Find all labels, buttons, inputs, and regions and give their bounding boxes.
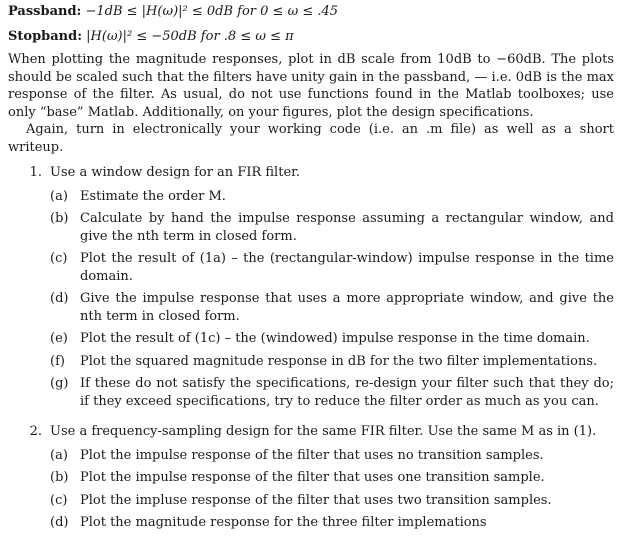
list-item	[50, 469, 614, 487]
intro-paragraph: When plotting the magnitude responses, plot in dB scale from 10dB to −60dB. The plots should be scaled such that the filters have unity gain in the passband, — i.e. 0dB is the max response of the filter. As usual, do not use functions found in the Matlab toolboxes; use only “base” Matlab. Additionally, on your figures, plot the design specifications.	[8, 52, 614, 120]
item-text: If these do not satisfy the specifications, re-design your filter such that they do; if they exceed specifications, try to reduce the filter order as much as you can.	[80, 376, 614, 409]
list-item	[50, 330, 614, 348]
item-label: (d)	[50, 515, 69, 530]
stopband-label: Stopband:	[8, 28, 83, 44]
passband-spec	[8, 2, 614, 27]
list-item	[50, 250, 614, 285]
list-item	[50, 290, 614, 325]
list-item	[50, 210, 614, 245]
question-2	[8, 423, 614, 537]
list-item	[50, 492, 614, 510]
stopband-spec	[8, 27, 614, 52]
item-text: Calculate by hand the impulse response assuming a rectangular window, and give the nth term in closed form.	[80, 211, 614, 244]
item-text: Plot the impluse response of the filter that uses two transition samples.	[80, 492, 552, 508]
item-label: (g)	[50, 376, 69, 391]
item-text: Plot the impulse response of the filter that uses no transition samples.	[80, 447, 544, 463]
item-text: Plot the result of (1a) – the (rectangular-window) impulse response in the time domain.	[80, 251, 614, 284]
item-label: (a)	[50, 188, 68, 204]
item-label: (b)	[50, 470, 69, 485]
item-text: Estimate the order M.	[80, 188, 226, 204]
item-text: Give the impulse response that uses a more appropriate window, and give the nth term in closed form.	[80, 291, 614, 324]
question-number: 1.	[29, 165, 42, 180]
list-item	[50, 514, 614, 532]
submission-note: Again, turn in electronically your working code (i.e. an .m file) as well as a short writeup.	[8, 122, 614, 155]
list-item	[50, 188, 614, 206]
question-title: Use a frequency-sampling design for the same FIR filter. Use the same M as in (1).	[50, 424, 597, 439]
question-1-parts	[50, 188, 614, 411]
item-text: Plot the result of (1c) – the (windowed) impulse response in the time domain.	[80, 331, 590, 346]
item-label: (b)	[50, 211, 69, 226]
item-label: (d)	[50, 291, 69, 306]
question-2-parts	[50, 447, 614, 532]
item-label: (f)	[50, 353, 65, 369]
stopband-text: |H(ω)|² ≤ −50dB for .8 ≤ ω ≤ π	[86, 28, 294, 44]
item-label: (c)	[50, 492, 68, 508]
list-item	[50, 375, 614, 410]
list-item	[50, 353, 614, 371]
question-number: 2.	[29, 424, 42, 439]
question-1	[8, 164, 614, 415]
passband-text: −1dB ≤ |H(ω)|² ≤ 0dB for 0 ≤ ω ≤ .45	[85, 4, 339, 19]
item-label: (e)	[50, 331, 68, 346]
item-label: (a)	[50, 447, 68, 463]
passband-label: Passband:	[8, 4, 82, 19]
item-text: Plot the magnitude response for the three filter implemations	[80, 515, 487, 530]
item-text: Plot the squared magnitude response in dB for the two filter implementations.	[80, 353, 598, 369]
item-label: (c)	[50, 251, 68, 266]
question-title: Use a window design for an FIR filter.	[50, 165, 301, 180]
item-text: Plot the impulse response of the filter that uses one transition sample.	[80, 470, 545, 485]
list-item	[50, 447, 614, 465]
